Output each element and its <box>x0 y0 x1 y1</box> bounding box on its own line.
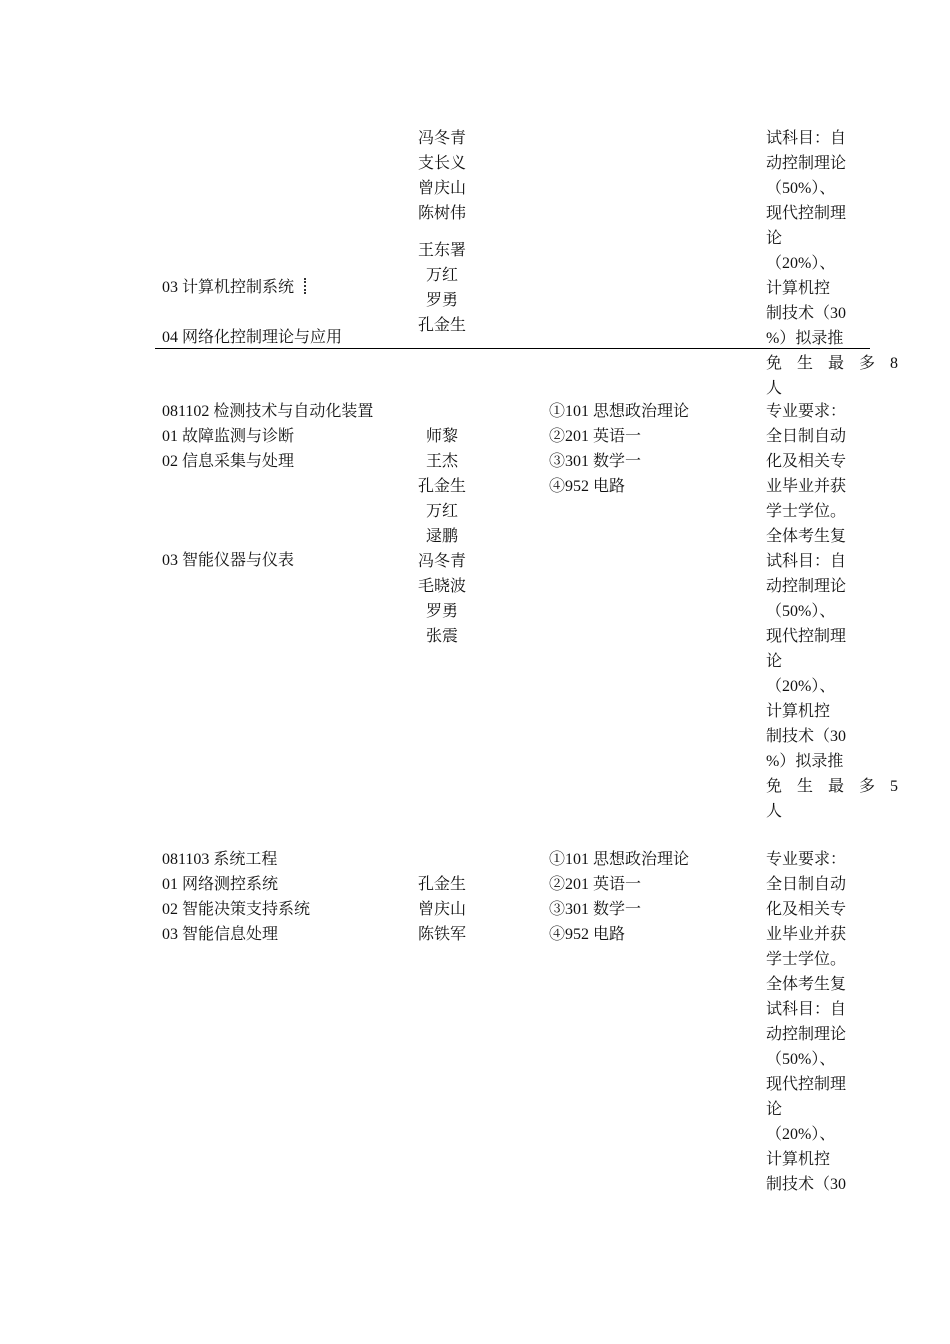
note-line: 化及相关专 <box>766 901 847 918</box>
note-line: 动控制理论 <box>766 578 847 595</box>
direction-item: 03 计算机控制系统 <box>162 279 295 296</box>
supervisor-name: 支长义 <box>418 155 467 172</box>
note-line: 学士学位。 <box>766 951 847 968</box>
direction-item: 04 网络化控制理论与应用 <box>162 329 343 346</box>
supervisor-name: 王东署 <box>418 242 467 259</box>
note-line: 人 <box>766 380 783 397</box>
section2-notes <box>766 399 904 824</box>
section3-exams <box>549 847 689 947</box>
exam-item: ②201 英语一 <box>549 876 642 893</box>
note-line: 制技术（30 <box>766 305 847 322</box>
supervisor-name: 孔金生 <box>418 317 467 334</box>
exam-item: ①101 思想政治理论 <box>549 851 690 868</box>
section3-notes <box>766 847 846 1197</box>
note-line: 论 <box>766 653 783 670</box>
note-line: 试科目：自 <box>766 553 847 570</box>
supervisor-name: 陈铁军 <box>418 926 467 943</box>
note-line: %）拟录推 <box>766 753 844 770</box>
note-line: 专业要求： <box>766 851 847 868</box>
note-line: 制技术（30 <box>766 728 847 745</box>
note-line: 计算机控 <box>766 280 831 297</box>
note-line: 现代控制理 <box>766 1076 847 1093</box>
section3-major <box>162 847 310 947</box>
note-line: 动控制理论 <box>766 155 847 172</box>
note-line: （20%）、 <box>766 678 836 695</box>
exam-item: ①101 思想政治理论 <box>549 403 690 420</box>
major-title: 081103 系统工程 <box>162 851 278 868</box>
section2-exams <box>549 399 689 499</box>
supervisor-name: 冯冬青 <box>418 130 467 147</box>
note-line: （20%）、 <box>766 255 836 272</box>
note-line: 全体考生复 <box>766 528 847 545</box>
note-line: 业毕业并获 <box>766 926 847 943</box>
note-line: （20%）、 <box>766 1126 836 1143</box>
supervisor-name: 王杰 <box>425 453 458 470</box>
direction-item: 01 网络测控系统 <box>162 876 279 893</box>
note-line: 制技术（30 <box>766 1176 847 1193</box>
note-line: 计算机控 <box>766 703 831 720</box>
dotted-mark <box>304 278 308 294</box>
supervisor-name: 师黎 <box>425 428 458 445</box>
note-line: 论 <box>766 1101 783 1118</box>
note-line: （50%）、 <box>766 1051 836 1068</box>
major-title: 081102 检测技术与自动化装置 <box>162 403 374 420</box>
note-line: 动控制理论 <box>766 1026 847 1043</box>
supervisor-name: 万红 <box>425 267 458 284</box>
exam-item: ②201 英语一 <box>549 428 642 445</box>
note-line: 全体考生复 <box>766 976 847 993</box>
supervisor-name: 曾庆山 <box>418 180 467 197</box>
note-line: 免 生 最 多 5 <box>766 778 904 795</box>
note-line: 现代控制理 <box>766 628 847 645</box>
section1-supervisors-b <box>418 238 466 338</box>
section1-notes <box>766 126 904 401</box>
exam-item: ③301 数学一 <box>549 453 642 470</box>
supervisor-name: 孔金生 <box>418 876 467 893</box>
note-line: 业毕业并获 <box>766 478 847 495</box>
section1-supervisors-a <box>418 126 466 226</box>
note-line: 全日制自动 <box>766 428 847 445</box>
note-line: 试科目：自 <box>766 130 847 147</box>
note-line: 现代控制理 <box>766 205 847 222</box>
supervisor-name: 罗勇 <box>425 292 458 309</box>
note-line: 专业要求： <box>766 403 847 420</box>
section3-supervisors <box>418 872 466 947</box>
note-line: （50%）、 <box>766 603 836 620</box>
note-line: 试科目：自 <box>766 1001 847 1018</box>
supervisor-name: 曾庆山 <box>418 901 467 918</box>
exam-item: ④952 电路 <box>549 478 626 495</box>
note-line: 全日制自动 <box>766 876 847 893</box>
section2-supervisors <box>418 424 466 649</box>
note-line: （50%）、 <box>766 180 836 197</box>
direction-item: 02 信息采集与处理 <box>162 453 295 470</box>
note-line: 论 <box>766 230 783 247</box>
note-line: 计算机控 <box>766 1151 831 1168</box>
supervisor-name: 张震 <box>425 628 458 645</box>
supervisor-name: 逯鹏 <box>425 528 458 545</box>
supervisor-name: 孔金生 <box>418 478 467 495</box>
supervisor-name: 陈树伟 <box>418 205 467 222</box>
exam-item: ④952 电路 <box>549 926 626 943</box>
section2-major <box>162 399 373 474</box>
supervisor-name: 冯冬青 <box>418 553 467 570</box>
section2-direction-b <box>162 548 294 573</box>
note-line: 免 生 最 多 8 <box>766 355 904 372</box>
direction-item: 03 智能仪器与仪表 <box>162 552 295 569</box>
direction-item: 03 智能信息处理 <box>162 926 279 943</box>
exam-item: ③301 数学一 <box>549 901 642 918</box>
direction-item: 01 故障监测与诊断 <box>162 428 295 445</box>
supervisor-name: 万红 <box>425 503 458 520</box>
note-line: 化及相关专 <box>766 453 847 470</box>
section1-directions <box>162 275 342 350</box>
direction-item: 02 智能决策支持系统 <box>162 901 311 918</box>
note-line: %）拟录推 <box>766 330 844 347</box>
supervisor-name: 毛晓波 <box>418 578 467 595</box>
table-rule <box>155 348 870 349</box>
note-line: 人 <box>766 803 783 820</box>
supervisor-name: 罗勇 <box>425 603 458 620</box>
note-line: 学士学位。 <box>766 503 847 520</box>
